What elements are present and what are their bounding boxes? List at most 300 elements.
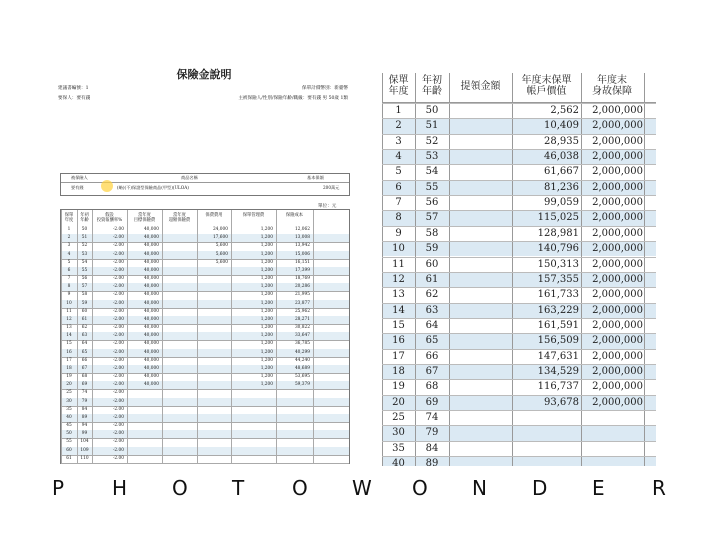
mini-table-cell: -2.00 [112,439,124,445]
policy-year-cell: 6 [395,181,402,193]
mini-table-rule [313,210,314,463]
mini-table-cell: -2.00 [112,259,124,265]
mini-header-cell: 當年度 目標保險費 [133,213,156,223]
mini-table-cell: -2.00 [112,333,124,339]
mini-table-cell: -2.00 [112,316,124,322]
death-benefit-cell: 2,000,000 [592,319,643,331]
watermark-letter: O [412,476,428,500]
policy-year-cell: 30 [392,427,405,439]
mini-table-cell: 1,200 [260,227,273,232]
mini-table-cell: -2.00 [112,406,124,412]
cash-value-cell: 150,313 [537,258,579,270]
mini-header-cell: 假設 投資報酬率% [96,213,123,223]
watermark-letter: E [592,476,605,500]
mini-table-cell: 15,006 [294,251,310,257]
mini-table-cell: 5,600 [215,243,228,249]
mini-table-cell: 48,689 [294,365,310,371]
mini-table-cell: 40,000 [143,382,159,388]
watermark-letter: O [292,476,308,500]
mini-table-rule [92,210,93,463]
table-row-rule [382,425,656,426]
age-cell: 79 [425,427,439,439]
mini-table-cell: 35 [66,406,72,412]
age-cell: 50 [425,105,439,116]
policy-year-cell: 16 [392,335,405,347]
mini-table-cell: 19 [66,374,72,380]
mini-table-cell: 109 [80,447,89,453]
mini-table-cell: -2.00 [112,267,124,273]
table-row-rule [382,395,656,396]
mini-table-cell: 68 [81,374,88,380]
mini-table-cell: 25 [66,390,72,396]
mini-table-cell: 20 [66,382,72,388]
policy-year-cell: 18 [392,365,405,377]
mini-table-cell: 3 [67,243,71,249]
table-row [382,333,656,348]
cash-value-cell: 156,509 [537,335,579,347]
table-vertical-rule [382,73,383,466]
watermark-letter: T [232,476,245,500]
mini-table-cell: 45 [66,423,72,429]
header-death-benefit: 年度末 身故保障 [592,75,632,97]
cash-value-cell: 46,038 [544,151,579,163]
cash-value-cell: 99,059 [544,197,579,209]
table-row [382,272,656,287]
cash-value-cell: 128,981 [537,227,579,239]
mini-table-cell: 40,000 [143,365,159,371]
mini-table-cell: 40,000 [143,341,159,347]
mini-table-cell: 84 [81,406,88,412]
mini-table-cell: 53,695 [294,374,310,380]
mini-table-cell: 5,600 [215,259,228,265]
mini-table-cell: 58 [81,292,88,298]
age-cell: 57 [425,212,439,224]
mini-table-cell: 10 [66,300,72,306]
table-row [382,318,656,333]
age-cell: 55 [425,181,439,193]
mini-table-cell: 44,240 [294,357,310,363]
mini-table-cell: 1,200 [260,235,273,241]
mini-table-cell: 5 [67,259,71,265]
mini-table-cell: 66 [81,357,88,363]
death-benefit-cell: 2,000,000 [592,396,643,408]
mini-table-cell: 7 [67,276,71,282]
age-cell: 51 [425,120,439,132]
table-row [382,425,656,440]
mini-table-cell: 12,062 [294,227,310,232]
mini-table-cell: -2.00 [112,251,124,257]
mini-table-cell: 18,769 [294,276,310,282]
age-cell: 56 [425,197,439,209]
mini-table-cell: 1,200 [260,325,273,331]
mini-table-cell: 89 [81,414,88,420]
mini-table-cell: 40,000 [143,300,159,306]
policy-year-cell: 14 [392,304,405,316]
mini-table-cell: 55 [81,267,88,273]
mini-table-rule [77,210,78,463]
mini-table-cell: -2.00 [112,357,124,363]
policy-year-cell: 11 [392,258,405,270]
table-vertical-rule [581,73,582,466]
mini-header-cell: 保單 年度 [64,213,74,223]
mini-table-cell: 40,000 [143,267,159,273]
age-cell: 59 [425,243,439,255]
policy-year-cell: 8 [395,212,402,224]
age-cell: 52 [425,135,439,147]
table-row-rule [382,241,656,242]
mini-table-cell: -2.00 [112,292,124,298]
age-cell: 68 [425,381,439,393]
table-row-rule [382,210,656,211]
mini-table-cell: 11 [66,308,72,314]
product-insured: 要有錢 [71,185,84,190]
unit-label: 單位：元 [318,204,337,209]
mini-table-cell: -2.00 [112,276,124,282]
mini-table-cell: 40,000 [143,243,159,249]
mini-table-cell: 30,822 [294,325,310,331]
mini-table-cell: 1,200 [260,251,273,257]
mini-table-cell: 8 [67,284,71,290]
mini-table-cell: -2.00 [112,423,124,429]
mini-table-cell: 40,000 [143,325,159,331]
table-row [382,149,656,164]
table-row [382,180,656,195]
mini-table-cell: 30 [66,398,72,404]
cash-value-cell: 28,935 [544,135,579,147]
mini-header-cell: 保費費用 [205,213,223,218]
mini-table-cell: 24,000 [212,227,228,232]
mini-table-cell: 61 [66,455,72,461]
mini-table-cell: 16 [66,349,72,355]
age-cell: 66 [425,350,439,362]
watermark [52,476,672,500]
age-cell: 61 [425,273,439,285]
policy-year-cell: 4 [395,151,402,163]
mini-table-cell: 40,000 [143,349,159,355]
mini-table-rule [276,210,277,463]
age-cell: 63 [425,304,439,316]
policy-year-cell: 10 [392,243,405,255]
table-row [382,134,656,149]
table-row-rule [382,333,656,334]
mini-table-cell: 54 [81,259,88,265]
mini-table-cell: -2.00 [112,374,124,380]
mini-table-cell: 40,000 [143,357,159,363]
mini-table-cell: 60 [81,308,88,314]
mini-table-cell: -2.00 [112,227,124,232]
age-cell: 89 [425,458,439,466]
table-row [382,257,656,272]
mini-table-cell: 94 [81,423,88,429]
product-header-name: 商品名稱 [181,175,198,180]
policy-year-cell: 17 [392,350,405,362]
policy-year-cell: 19 [392,381,405,393]
mini-table-cell: 1,200 [260,259,273,265]
mini-header-cell: 年初 年齡 [80,213,89,223]
mini-table-cell: 15 [66,341,72,347]
watermark-letter: P [52,476,65,500]
mini-table-cell: -2.00 [112,365,124,371]
mini-table-cell: 57 [81,284,88,290]
death-benefit-cell: 2,000,000 [592,258,643,270]
mini-table-cell: 110 [80,455,89,461]
proposal-number: 建議書編號：1 [58,86,89,91]
table-row [382,456,656,466]
cash-value-cell: 157,355 [537,273,579,285]
mini-table-cell: 13,008 [294,235,310,241]
illustration-table [60,209,350,464]
age-cell: 67 [425,365,439,377]
mini-table-cell: 1,200 [260,243,273,249]
death-benefit-cell: 2,000,000 [592,151,643,163]
table-row-rule [382,149,656,150]
mini-table-cell: 40,000 [143,308,159,314]
death-benefit-cell: 2,000,000 [592,335,643,347]
mini-table-cell: 104 [80,439,89,445]
table-row-rule [382,118,656,119]
document-title: 保險金說明 [176,68,232,81]
mini-table-cell: -2.00 [112,398,124,404]
currency-line: 保單計價幣別：新臺幣 [302,86,348,91]
mini-table-cell: 1,200 [260,333,273,339]
mini-table-cell: 60 [66,447,72,453]
mini-table-cell: -2.00 [112,390,124,396]
cash-value-cell: 115,025 [537,212,579,224]
table-row [382,164,656,179]
table-row-rule [382,303,656,304]
mini-table-cell: 40,000 [143,276,159,282]
mini-header-cell: 當年度 超額保險費 [168,213,191,223]
cash-value-cell: 163,229 [537,304,579,316]
mini-table-cell: -2.00 [112,341,124,347]
table-row [382,210,656,225]
age-cell: 53 [425,151,439,163]
table-row [382,379,656,394]
table-row-rule [382,164,656,165]
cash-value-cell: 116,737 [537,381,579,393]
table-vertical-rule [449,73,450,466]
mini-table-cell: 59,379 [294,382,310,388]
mini-table-cell: 4 [67,251,71,257]
mini-table-cell: 1,200 [260,316,273,322]
mini-table-cell: 25,962 [294,308,310,314]
policy-value-table [382,73,656,466]
mini-table-cell: 74 [81,390,88,396]
mini-table-cell: 52 [81,243,88,249]
table-row [382,287,656,302]
mini-table-cell: 40,000 [143,316,159,322]
mini-table-cell: 28,271 [294,316,310,322]
death-benefit-cell: 2,000,000 [592,135,643,147]
header-policy-year: 保單 年度 [388,75,409,97]
table-row-rule [382,134,656,135]
table-row [382,118,656,133]
mini-table-cell: 1,200 [260,349,273,355]
table-row-rule [382,456,656,457]
mini-table-cell: 40 [66,414,72,420]
product-header-insured: 被保險人 [71,175,88,180]
table-row [382,195,656,210]
mini-table-cell: 1,200 [260,284,273,290]
mini-table-cell: 13 [66,325,72,331]
mini-table-cell: 17 [66,357,72,363]
death-benefit-cell: 2,000,000 [592,365,643,377]
mini-table-cell: 17,399 [294,267,310,273]
policy-year-cell: 12 [392,273,405,285]
table-row-rule [382,257,656,258]
mini-table-cell: -2.00 [112,382,124,388]
mini-table-cell: 5,600 [215,251,228,257]
death-benefit-cell: 2,000,000 [592,273,643,285]
mini-table-cell: 6 [67,267,71,273]
death-benefit-cell: 2,000,000 [592,304,643,316]
death-benefit-cell: 2,000,000 [592,166,643,178]
table-row-rule [382,272,656,273]
age-cell: 62 [425,289,439,301]
death-benefit-cell: 2,000,000 [592,227,643,239]
cash-value-cell: 161,733 [537,289,579,301]
death-benefit-cell: 2,000,000 [592,381,643,393]
mini-table-cell: 62 [81,325,88,331]
mini-table-cell: 40,000 [143,374,159,380]
age-cell: 84 [425,442,439,454]
mini-table-cell: 65 [81,349,88,355]
table-row-rule [382,287,656,288]
cash-value-cell: 61,667 [544,166,579,178]
mini-table-cell: 50 [66,431,72,437]
table-row-rule [382,441,656,442]
mini-table-rule [162,210,163,463]
table-row-rule [382,226,656,227]
mini-table-cell: 40,299 [294,349,310,355]
watermark-letter: O [172,476,188,500]
age-cell: 65 [425,335,439,347]
table-row-rule [382,103,656,104]
header-age: 年初 年齡 [422,75,442,97]
cash-value-cell: 161,591 [537,319,579,331]
policy-year-cell: 20 [392,396,405,408]
table-row [382,364,656,379]
death-benefit-cell: 2,000,000 [592,120,643,132]
mini-table-cell: -2.00 [112,414,124,420]
mini-table-cell: -2.00 [112,325,124,331]
table-row [382,241,656,256]
table-row-rule [382,379,656,380]
mini-table-rule [61,210,62,463]
mini-table-cell: 63 [81,333,88,339]
table-row [382,410,656,425]
age-cell: 60 [425,258,439,270]
mini-table-cell: 59 [81,300,88,306]
document-page [56,62,352,466]
table-vertical-rule [512,73,513,466]
mini-header-cell: 保險成本 [285,213,304,218]
mini-table-cell: 12 [66,316,72,322]
mini-table-cell: 79 [81,398,88,404]
table-row [382,349,656,364]
mini-table-cell: 21,995 [294,292,310,298]
age-cell: 74 [425,412,439,423]
mini-table-cell: 99 [81,431,88,437]
mini-table-cell: 1,200 [260,341,273,347]
table-row [382,303,656,318]
policy-year-cell: 3 [395,135,402,147]
mini-table-cell: -2.00 [112,235,124,241]
mini-table-cell: 51 [81,235,88,241]
mini-table-cell: 67 [81,365,88,371]
mini-table-cell: -2.00 [112,455,124,461]
policy-year-cell: 15 [392,319,405,331]
age-cell: 54 [425,166,439,178]
table-row-rule [382,349,656,350]
mini-table-cell: 36,785 [294,341,310,347]
death-benefit-cell: 2,000,000 [592,181,643,193]
cash-value-cell: 10,409 [544,120,579,132]
mini-table-cell: 18 [66,365,72,371]
mini-table-cell: -2.00 [112,284,124,290]
table-vertical-rule [415,73,416,466]
mini-table-rule [197,210,198,463]
mini-table-cell: 1,200 [260,382,273,388]
mini-table-cell: 9 [67,292,71,298]
cash-value-cell: 134,529 [537,365,579,377]
death-benefit-cell: 2,000,000 [592,197,643,209]
watermark-letter: H [112,476,128,500]
table-row [382,103,656,118]
watermark-letter: W [352,476,372,500]
policyholder-line: 要保人：要有錢 [58,96,91,101]
policy-year-cell: 25 [392,412,405,423]
mini-table-cell: 1 [67,227,71,232]
table-row-rule [382,410,656,411]
mini-table-cell: 1,200 [260,292,273,298]
header-cash-value: 年度末保單 帳戶價值 [521,75,572,97]
highlight-marker [101,180,113,192]
watermark-letter: N [472,476,487,500]
mini-table-cell: 1,200 [260,300,273,306]
table-row-rule [382,318,656,319]
death-benefit-cell: 2,000,000 [592,212,643,224]
age-cell: 58 [425,227,439,239]
age-cell: 69 [425,396,439,408]
mini-table-cell: 50 [81,227,88,232]
mini-table-cell: 2 [67,235,71,241]
mini-table-cell: 13,942 [294,243,310,249]
table-vertical-rule [644,73,645,466]
insured-line: 主被保險人/性別/保險年齡/職級：要有錢 男 50歲 1類 [238,96,348,101]
mini-table-cell: 56 [81,276,88,282]
mini-table-cell: 40,000 [143,284,159,290]
table-row-rule [382,364,656,365]
mini-table-cell: 17,600 [212,235,228,241]
product-header-amount: 基本保額 [307,175,324,180]
policy-year-cell: 13 [392,289,405,301]
mini-header-cell: 保單管理費 [242,213,265,218]
death-benefit-cell: 2,000,000 [592,243,643,255]
policy-year-cell: 40 [392,458,405,466]
mini-table-cell: -2.00 [112,447,124,453]
mini-table-cell: -2.00 [112,308,124,314]
table-row [382,441,656,456]
policy-year-cell: 1 [395,105,402,116]
table-row [382,395,656,410]
mini-table-cell: 16,151 [294,259,310,265]
mini-table-cell: 20,286 [294,284,310,290]
header-withdrawal: 提領金額 [460,81,501,92]
mini-table-cell: -2.00 [112,243,124,249]
age-cell: 64 [425,319,439,331]
mini-table-cell: 53 [81,251,88,257]
